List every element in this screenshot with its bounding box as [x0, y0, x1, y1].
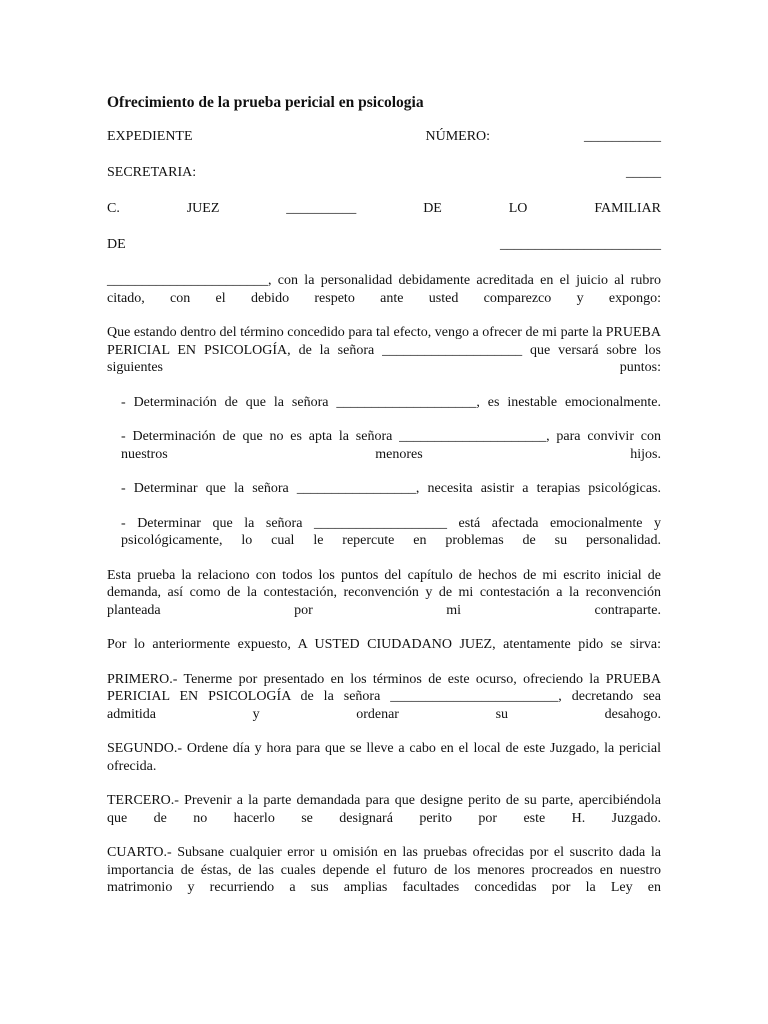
secretaria-blank: _____	[626, 165, 661, 180]
de2-label: DE	[107, 237, 126, 252]
punto-1: - Determinación de que la señora ____________________, es inestable emocionalmente.	[121, 394, 661, 410]
numero-label: NÚMERO:	[425, 129, 491, 144]
cuarto-paragraph: CUARTO.- Subsane cualquier error u omisión en las pruebas ofrecidas por el suscrito dada la importancia de éstas, de las cuales depende el futuro de los menores procreados en nuestro matrimonio y recurriendo a sus amplias facultades concedidas por la Ley en	[107, 845, 661, 895]
punto-4: - Determinar que la señora ___________________ está afectada emocionalmente y psicológicamente, lo cual le repercute en problemas de su personalidad.	[121, 515, 661, 548]
document-title: Ofrecimiento de la prueba pericial en psicologia	[107, 94, 424, 111]
lo-label: LO	[508, 201, 528, 216]
secretaria-row	[107, 164, 661, 182]
de-row	[107, 236, 661, 254]
juez-blank: __________	[286, 201, 357, 216]
c-label: C.	[107, 201, 120, 216]
secretaria-label: SECRETARIA:	[107, 165, 197, 180]
numero-blank: ___________	[583, 129, 661, 144]
familiar-label: FAMILIAR	[594, 201, 661, 216]
relacion-paragraph: Esta prueba la relaciono con todos los puntos del capítulo de hechos de mi escrito inicial de demanda, así como de la contestación, reconvención y de mi contestación a la reconvención planteada por mi contraparte.	[107, 567, 661, 618]
juez-label: JUEZ	[186, 201, 220, 216]
peticion-paragraph: Por lo anteriormente expuesto, A USTED CIUDADANO JUEZ, atentamente pido se sirva:	[107, 637, 661, 652]
punto-2: - Determinación de que no es apta la señora _____________________, para convivir con nuestros menores hijos.	[121, 429, 661, 462]
tercero-paragraph: TERCERO.- Prevenir a la parte demandada para que designe perito de su parte, apercibiéndola que de no hacerlo se designará perito por este H. Juzgado.	[107, 793, 661, 826]
primero-paragraph: PRIMERO.- Tenerme por presentado en los términos de este ocurso, ofreciendo la PRUEBA PERICIAL EN PSICOLOGÍA de la señora ________________________, decretando sea admitida y ordenar su desahogo.	[107, 671, 661, 722]
expediente-label: EXPEDIENTE	[107, 129, 193, 144]
de2-blank: _______________________	[500, 237, 661, 252]
segundo-paragraph: SEGUNDO.- Ordene día y hora para que se lleve a cabo en el local de este Juzgado, la pericial ofrecida.	[107, 741, 661, 774]
de-label: DE	[423, 201, 442, 216]
intro-paragraph: _______________________, con la personalidad debidamente acreditada en el juicio al rubro citado, con el debido respeto ante usted comparezco y expongo:	[107, 273, 661, 306]
ofrecimiento-paragraph: Que estando dentro del término concedido para tal efecto, vengo a ofrecer de mi parte la PRUEBA PERICIAL EN PSICOLOGÍA, de la señora ____________________ que versará sobre los siguientes puntos:	[107, 325, 661, 375]
punto-3: - Determinar que la señora _________________, necesita asistir a terapias psicológicas.	[121, 481, 661, 496]
expediente-row	[107, 128, 661, 146]
juez-row	[107, 200, 661, 218]
